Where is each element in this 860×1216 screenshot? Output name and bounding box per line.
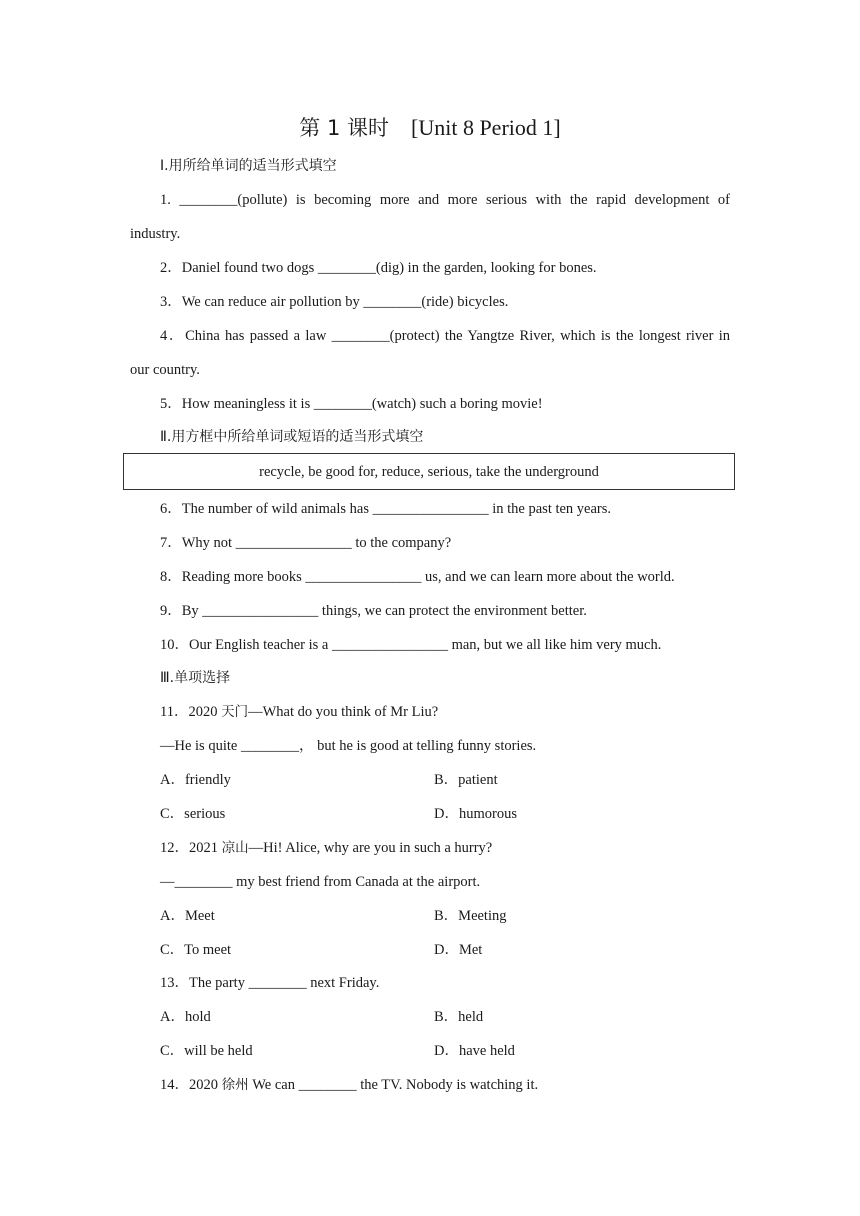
question-12-num: 12．2021 [160, 840, 222, 856]
option-11-d: D．humorous [434, 806, 517, 822]
question-1-line1: 1. ________(pollute) is becoming more and more serious with the rapid development of [160, 192, 730, 208]
question-9: 9．By ________________ things, we can protect the environment better. [160, 603, 587, 619]
question-13: 13．The party ________ next Friday. [160, 975, 380, 991]
question-14 [160, 1075, 538, 1095]
title-unit: [Unit 8 Period 1] [411, 115, 561, 140]
option-11-a: A．friendly [160, 772, 231, 788]
option-13-d: D．have held [434, 1043, 515, 1059]
word-box: recycle, be good for, reduce, serious, take the underground [123, 453, 735, 490]
question-14-num: 14．2020 [160, 1077, 222, 1093]
question-3: 3．We can reduce air pollution by ________(ride) bicycles. [160, 294, 509, 310]
option-12-a: A．Meet [160, 908, 215, 924]
question-14-text: We can ________ the TV. Nobody is watching it. [248, 1077, 539, 1093]
option-13-c: C．will be held [160, 1043, 253, 1059]
option-13-b: B．held [434, 1009, 484, 1025]
question-11-num: 11．2020 [160, 704, 222, 720]
question-4-line2: our country. [130, 362, 200, 378]
question-12-text: —Hi! Alice, why are you in such a hurry? [248, 840, 493, 856]
option-12-d: D．Met [434, 942, 483, 958]
question-11-source: 天门 [221, 704, 249, 720]
question-2: 2．Daniel found two dogs ________(dig) in the garden, looking for bones. [160, 260, 597, 276]
question-12 [160, 838, 492, 858]
question-11-text: —What do you think of Mr Liu? [248, 704, 439, 720]
question-5: 5．How meaningless it is ________(watch) such a boring movie! [160, 396, 543, 412]
option-12-c: C．To meet [160, 942, 232, 958]
question-6: 6．The number of wild animals has ________________ in the past ten years. [160, 501, 612, 517]
option-12-b: B．Meeting [434, 908, 507, 924]
question-7: 7．Why not ________________ to the company? [160, 535, 452, 551]
question-12-source: 凉山 [221, 840, 249, 856]
section1-heading: Ⅰ.用所给单词的适当形式填空 [160, 158, 337, 174]
section3-heading: Ⅲ.单项选择 [160, 670, 231, 686]
question-8: 8．Reading more books ________________ us, and we can learn more about the world. [160, 569, 675, 585]
option-13-a: A．hold [160, 1009, 211, 1025]
question-1-line2: industry. [130, 226, 181, 242]
question-14-source: 徐州 [221, 1077, 249, 1093]
question-4-line1: 4．China has passed a law ________(protect) the Yangtze River, which is the longest river in [160, 328, 730, 344]
question-10: 10．Our English teacher is a ________________ man, but we all like him very much. [160, 637, 662, 653]
section2-heading: Ⅱ.用方框中所给单词或短语的适当形式填空 [160, 429, 424, 445]
page-title [0, 113, 860, 143]
option-11-c: C．serious [160, 806, 226, 822]
option-11-b: B．patient [434, 772, 498, 788]
question-11-line2: —He is quite ________， but he is good at telling funny stories. [160, 738, 537, 754]
title-lesson: 第 1 课时 [299, 116, 389, 140]
question-12-line2: —________ my best friend from Canada at the airport. [160, 874, 481, 890]
question-11 [160, 702, 438, 722]
